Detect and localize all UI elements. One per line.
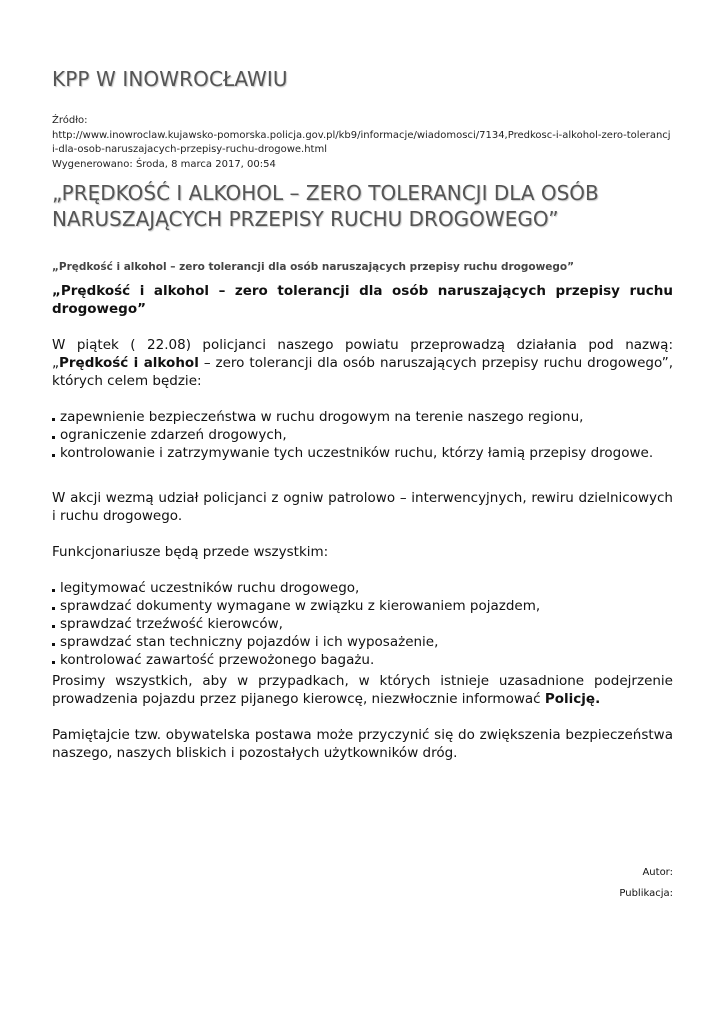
goal-text: kontrolowanie i zatrzymywanie tych uczestników ruchu, którzy łamią przepisy drogowe.	[60, 445, 654, 461]
list-item	[52, 633, 673, 651]
document-meta	[52, 114, 673, 172]
article-title: „PRĘDKOŚĆ I ALKOHOL – ZERO TOLERANCJI DLA OSÓB NARUSZAJĄCYCH PRZEPISY RUCHU DROGOWEGO”	[52, 181, 599, 231]
author-label: Autor:	[642, 867, 673, 878]
site-title: KPP W INOWROCŁAWIU	[52, 67, 288, 91]
closing-paragraph: Pamiętajcie tzw. obywatelska postawa może przyczynić się do zwiększenia bezpieczeństwa naszego, naszych bliskich i pozostałych użytkowników dróg.	[52, 727, 673, 761]
source-url: http://www.inowroclaw.kujawsko-pomorska.policja.gov.pl/kb9/informacje/wiadomosci/7134,Predkosc-i-alkohol-zero-tolerancji-dla-osob-naruszajacych-przepisy-ruchu-drogowe.html	[52, 129, 671, 155]
list-item	[52, 579, 673, 597]
bullet-icon	[52, 643, 55, 646]
intro-text-after: – zero tolerancji dla osób naruszających przepisy ruchu drogowego”, których celem będzie:	[52, 355, 674, 389]
article-subheading: „Prędkość i alkohol – zero tolerancji dla osób naruszających przepisy ruchu drogowego”	[52, 283, 673, 317]
goal-text: ograniczenie zdarzeń drogowych,	[60, 427, 287, 443]
intro-bold: Prędkość i alkohol	[59, 355, 199, 371]
goals-list	[52, 408, 673, 462]
publication-label: Publikacja:	[619, 888, 673, 899]
duty-text: kontrolować zawartość przewożonego bagażu.	[60, 652, 375, 668]
duties-list	[52, 579, 673, 669]
bullet-icon	[52, 589, 55, 592]
source-label: Źródło:	[52, 115, 88, 126]
list-item	[52, 426, 673, 444]
participants-paragraph: W akcji wezmą udział policjanci z ogniw patrolowo – interwencyjnych, rewiru dzielnicowych i ruchu drogowego.	[52, 490, 673, 524]
duties-intro: Funkcjonariusze będą przede wszystkim:	[52, 544, 329, 560]
goal-text: zapewnienie bezpieczeństwa w ruchu drogowym na terenie naszego regionu,	[60, 409, 584, 425]
intro-text-before: W piątek ( 22.08) policjanci naszego powiatu przeprowadzą działania pod nazwą: „	[52, 337, 673, 371]
duty-text: sprawdzać dokumenty wymagane w związku z kierowaniem pojazdem,	[60, 598, 541, 614]
article-body	[52, 282, 673, 762]
appeal-paragraph	[52, 672, 673, 708]
bullet-icon	[52, 418, 55, 421]
bullet-icon	[52, 607, 55, 610]
generated-date: Wygenerowano: Środa, 8 marca 2017, 00:54	[52, 158, 276, 170]
appeal-text: Prosimy wszystkich, aby w przypadkach, w których istnieje uzasadnione podejrzenie prowadzenia pojazdu przez pijanego kierowcę, niezwłocznie informować	[52, 673, 673, 707]
appeal-bold: Policję.	[544, 691, 601, 707]
article-footer	[619, 862, 673, 904]
list-item	[52, 597, 673, 615]
duty-text: sprawdzać trzeźwość kierowców,	[60, 616, 283, 632]
bullet-icon	[52, 625, 55, 628]
intro-paragraph	[52, 336, 673, 390]
duty-text: legitymować uczestników ruchu drogowego,	[60, 580, 360, 596]
document-page	[52, 0, 673, 1024]
article-lead: „Prędkość i alkohol – zero tolerancji dla osób naruszających przepisy ruchu drogowego”	[52, 261, 575, 273]
list-item	[52, 651, 673, 669]
bullet-icon	[52, 454, 55, 457]
list-item	[52, 444, 673, 462]
bullet-icon	[52, 661, 55, 664]
list-item	[52, 615, 673, 633]
duty-text: sprawdzać stan techniczny pojazdów i ich wyposażenie,	[60, 634, 439, 650]
list-item	[52, 408, 673, 426]
bullet-icon	[52, 436, 55, 439]
